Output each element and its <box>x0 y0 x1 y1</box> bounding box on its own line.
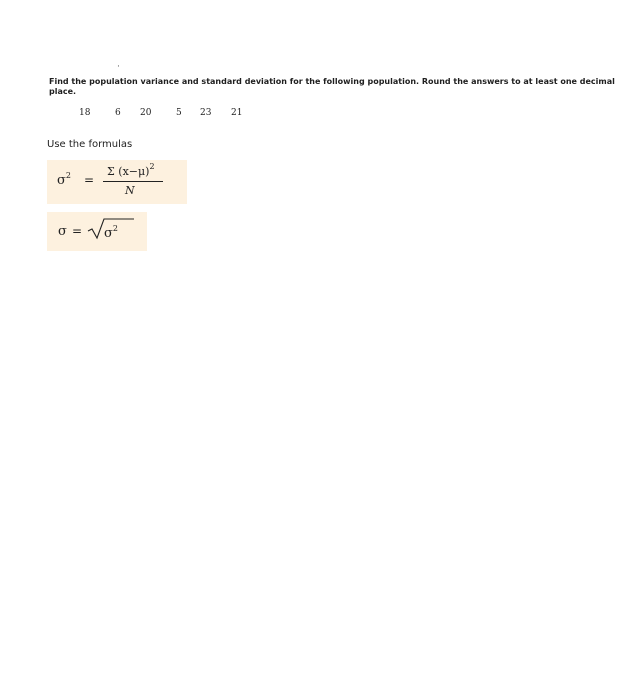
variance-denominator: N <box>125 184 135 197</box>
use-formulas-label: Use the formulas <box>47 139 133 150</box>
sd-radicand: $\sigma^2$ <box>104 224 118 241</box>
population-value: 23 <box>200 108 212 118</box>
standard-deviation-formula-box <box>47 212 147 251</box>
question-instructions: Find the population variance and standard deviation for the following population. Round the answers to at least one decimal place. <box>49 77 615 96</box>
population-value: 21 <box>231 108 243 118</box>
sd-lhs: σ <box>58 224 67 239</box>
fraction-bar <box>103 181 163 182</box>
population-value: 5 <box>176 108 182 118</box>
variance-formula-box <box>47 160 187 204</box>
sd-equals: = <box>72 224 83 238</box>
population-value: 6 <box>115 108 121 118</box>
population-value: 20 <box>140 108 152 118</box>
population-value: 18 <box>79 108 91 118</box>
variance-lhs: $\sigma^2$ <box>57 171 71 188</box>
variance-numerator: Σ $(x-\mu)^2$ <box>107 162 155 178</box>
variance-equals: = <box>84 173 95 187</box>
cursor-mark: · <box>117 62 120 72</box>
